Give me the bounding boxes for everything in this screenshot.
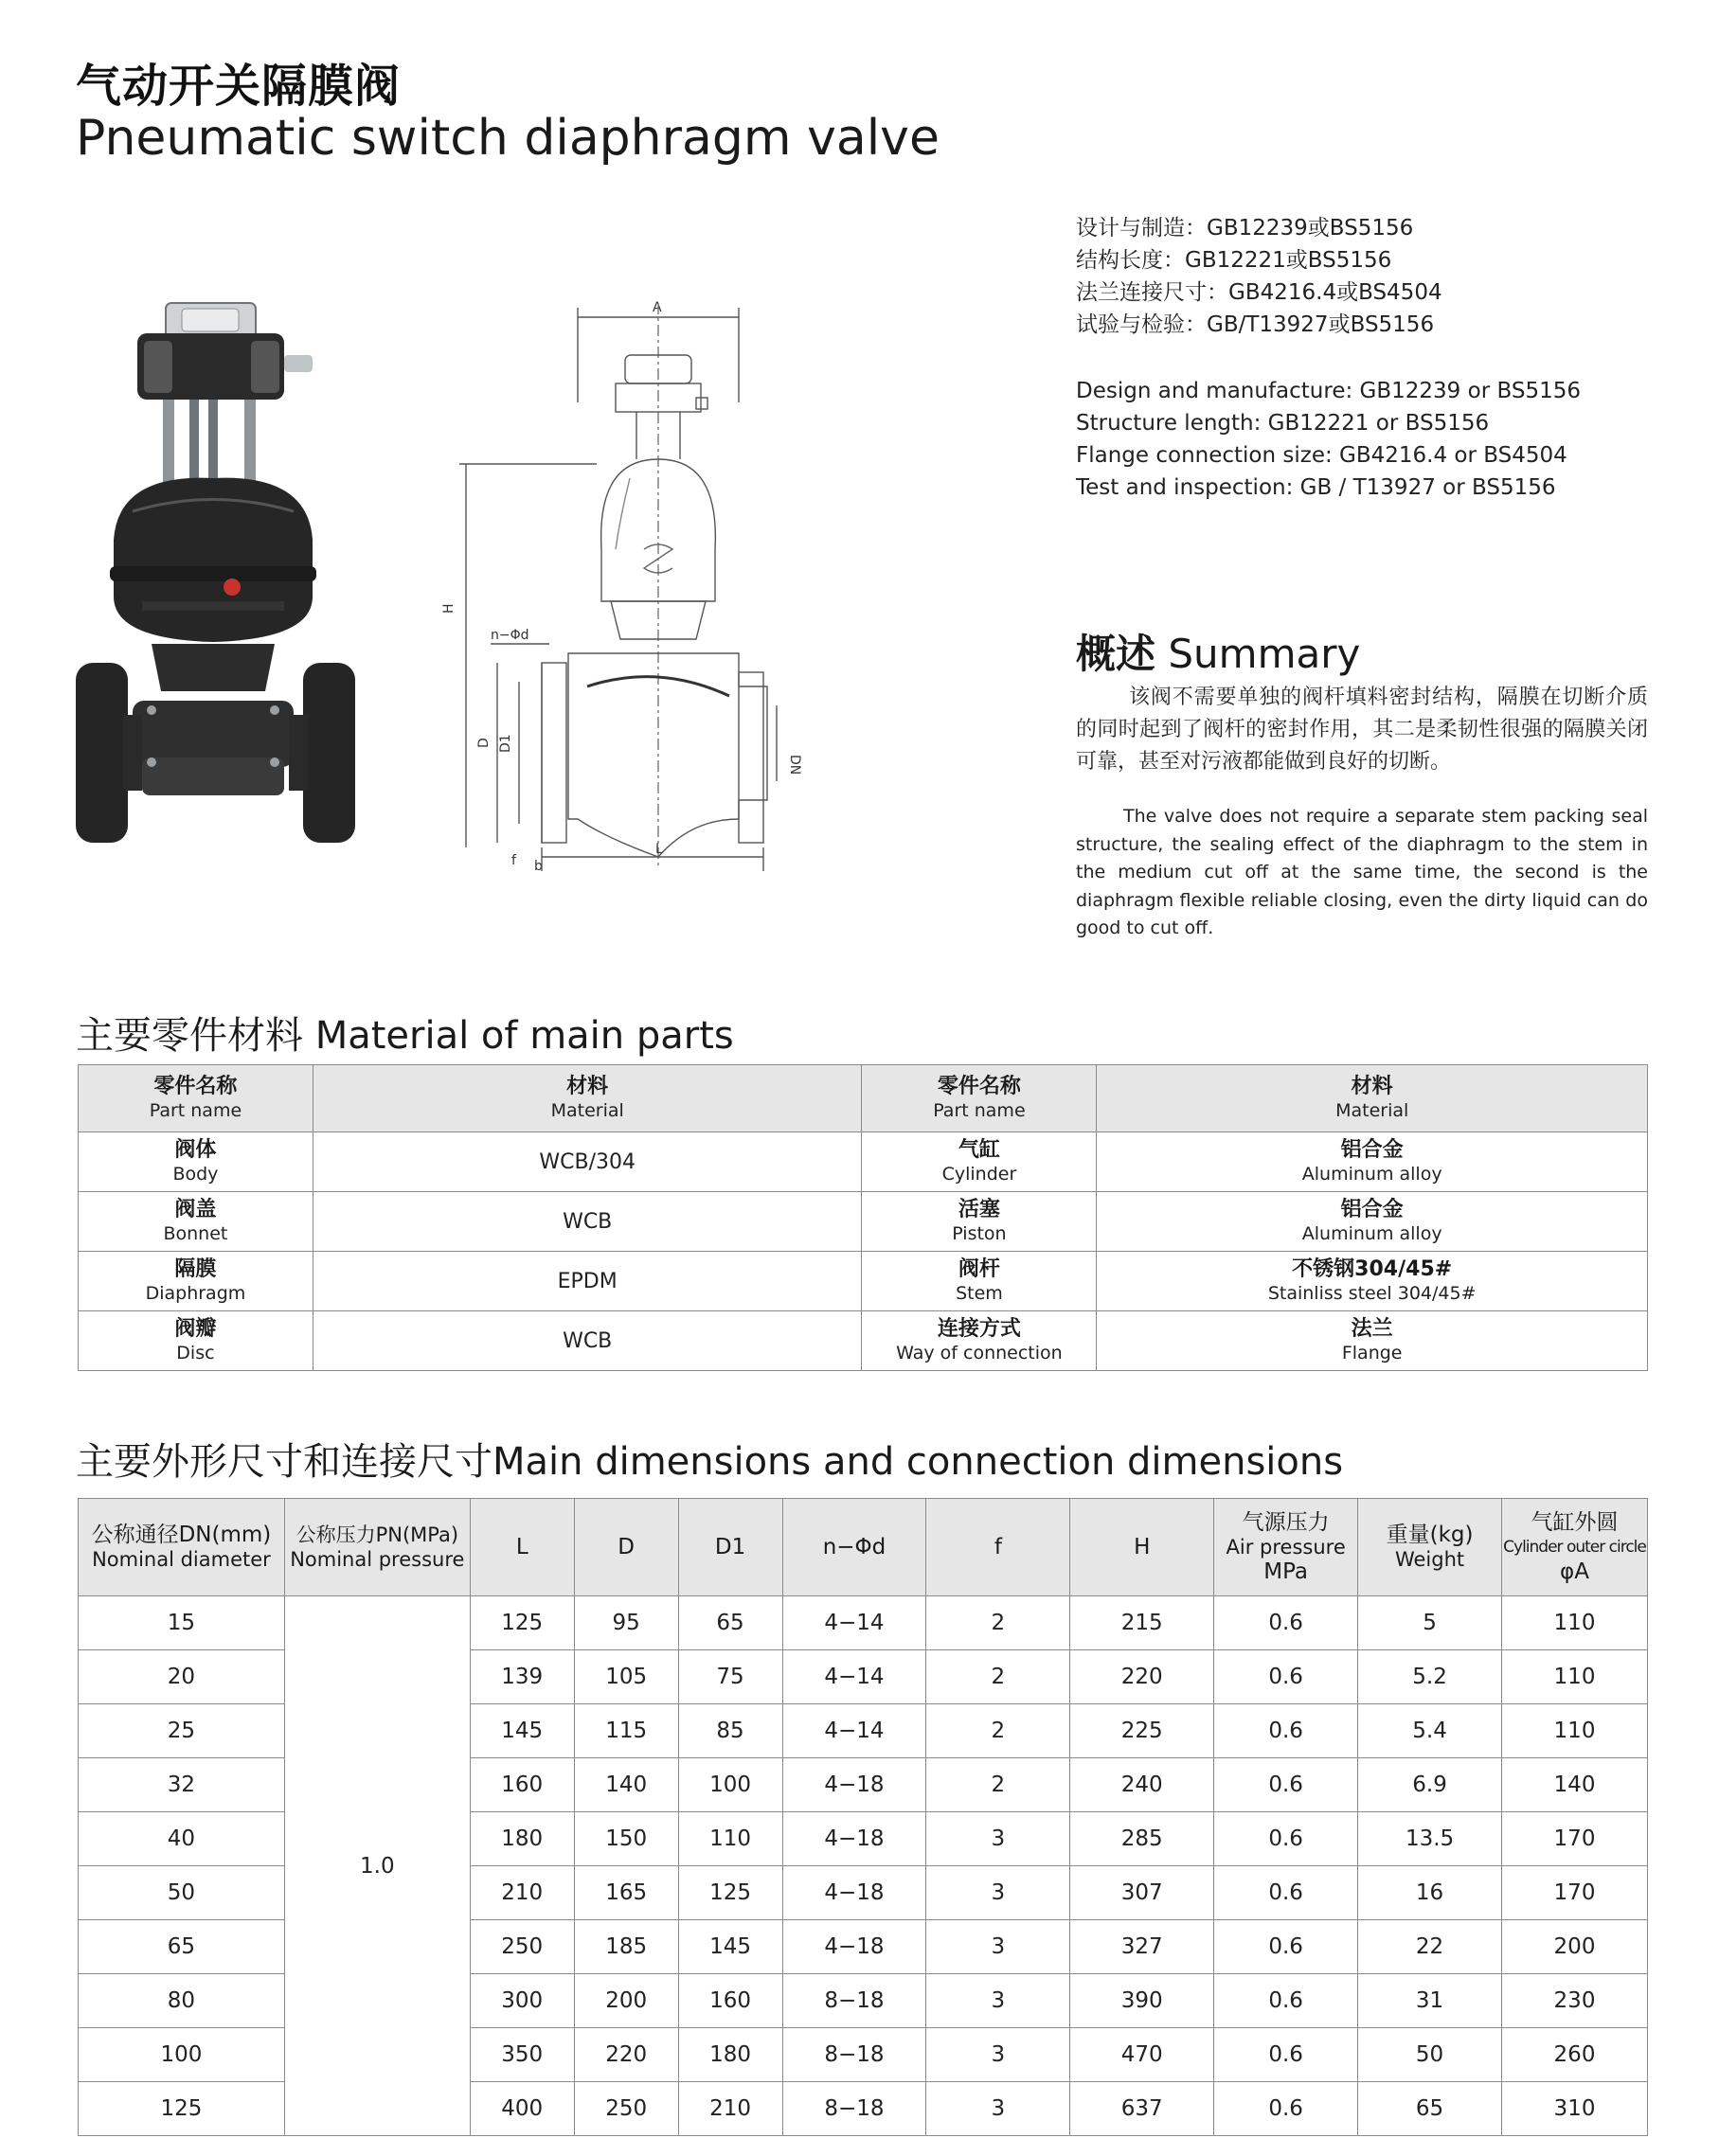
material-cell: WCB [313, 1192, 862, 1252]
cell-dn: 125 [79, 2082, 285, 2136]
cell-l: 350 [470, 2028, 574, 2082]
cell-nd: 8−18 [782, 1974, 926, 2028]
standard-line: 试验与检验：GB/T13927或BS5156 [1076, 312, 1435, 337]
cell-air: 0.6 [1214, 1704, 1358, 1758]
cell-d1: 75 [678, 1650, 782, 1704]
cell-a: 310 [1502, 2082, 1648, 2136]
cell-h: 215 [1070, 1596, 1214, 1650]
cell-l: 160 [470, 1758, 574, 1812]
cell-l: 400 [470, 2082, 574, 2136]
cell-wt: 65 [1358, 2082, 1502, 2136]
cell-l: 139 [470, 1650, 574, 1704]
material-cell: 铝合金 Aluminum alloy [1097, 1132, 1648, 1192]
material-cell: 不锈钢304/45# Stainliss steel 304/45# [1097, 1252, 1648, 1311]
label-n-phi-d: n−Φd [491, 628, 529, 643]
dimensions-table [78, 1498, 1648, 2136]
part-cell: 连接方式 Way of connection [862, 1311, 1097, 1371]
label-d: D [476, 738, 492, 748]
header-cell: 重量(kg) Weight [1358, 1499, 1502, 1596]
cell-a: 230 [1502, 1974, 1648, 2028]
cell-d1: 100 [678, 1758, 782, 1812]
cell-l: 250 [470, 1920, 574, 1974]
cell-d: 150 [574, 1812, 678, 1866]
table-row [79, 1192, 1648, 1252]
cell-l: 125 [470, 1596, 574, 1650]
cell-air: 0.6 [1214, 1650, 1358, 1704]
cell-air: 0.6 [1214, 1866, 1358, 1920]
label-a: A [653, 300, 662, 315]
cell-d: 220 [574, 2028, 678, 2082]
cell-h: 327 [1070, 1920, 1214, 1974]
cell-wt: 50 [1358, 2028, 1502, 2082]
cell-h: 307 [1070, 1866, 1214, 1920]
cell-d1: 125 [678, 1866, 782, 1920]
cell-a: 140 [1502, 1758, 1648, 1812]
header-cell: n−Φd [782, 1499, 926, 1596]
cell-dn: 25 [79, 1704, 285, 1758]
cell-dn: 65 [79, 1920, 285, 1974]
cell-f: 2 [926, 1758, 1070, 1812]
cell-nd: 4−18 [782, 1758, 926, 1812]
cell-a: 110 [1502, 1650, 1648, 1704]
cell-dn: 20 [79, 1650, 285, 1704]
cell-a: 170 [1502, 1866, 1648, 1920]
standard-line: Flange connection size: GB4216.4 or BS4504 [1076, 443, 1567, 468]
cell-wt: 22 [1358, 1920, 1502, 1974]
material-cell: WCB/304 [313, 1132, 862, 1192]
summary-title [1076, 623, 1360, 680]
materials-title: 主要零件材料 Material of main parts [76, 1014, 734, 1058]
cell-h: 637 [1070, 2082, 1214, 2136]
standard-line: 设计与制造：GB12239或BS5156 [1076, 216, 1414, 241]
cell-d: 185 [574, 1920, 678, 1974]
cell-d: 105 [574, 1650, 678, 1704]
valve-photo [76, 284, 360, 871]
cell-nd: 4−18 [782, 1920, 926, 1974]
cell-air: 0.6 [1214, 2082, 1358, 2136]
cell-nd: 4−14 [782, 1596, 926, 1650]
cell-dn: 80 [79, 1974, 285, 2028]
table-row [79, 1132, 1648, 1192]
part-cell: 气缸 Cylinder [862, 1132, 1097, 1192]
cell-wt: 5.2 [1358, 1650, 1502, 1704]
cell-wt: 31 [1358, 1974, 1502, 2028]
cell-nd: 8−18 [782, 2082, 926, 2136]
cell-wt: 13.5 [1358, 1812, 1502, 1866]
header-cell: 材料 Material [1097, 1065, 1648, 1132]
cell-h: 225 [1070, 1704, 1214, 1758]
header-cell: 零件名称 Part name [862, 1065, 1097, 1132]
cell-d: 95 [574, 1596, 678, 1650]
cell-nd: 4−18 [782, 1812, 926, 1866]
cell-dn: 40 [79, 1812, 285, 1866]
standard-line: Structure length: GB12221 or BS5156 [1076, 411, 1490, 436]
cell-air: 0.6 [1214, 1596, 1358, 1650]
dimensions-title: 主要外形尺寸和连接尺寸Main dimensions and connection dimensions [76, 1440, 1344, 1484]
cell-f: 3 [926, 2028, 1070, 2082]
valve-dimension-drawing [441, 289, 815, 876]
cell-dn: 15 [79, 1596, 285, 1650]
header-cell: 材料 Material [313, 1065, 862, 1132]
material-cell: 铝合金 Aluminum alloy [1097, 1192, 1648, 1252]
standards-en [1076, 375, 1682, 504]
part-cell: 阀体 Body [79, 1132, 313, 1192]
cell-d: 250 [574, 2082, 678, 2136]
header-cell: D [574, 1499, 678, 1596]
cell-a: 110 [1502, 1704, 1648, 1758]
standard-line: Test and inspection: GB / T13927 or BS5156 [1076, 475, 1556, 500]
part-cell: 阀瓣 Disc [79, 1311, 313, 1371]
label-f: f [511, 853, 516, 868]
header-cell: 零件名称 Part name [79, 1065, 313, 1132]
cell-l: 180 [470, 1812, 574, 1866]
cell-a: 110 [1502, 1596, 1648, 1650]
cell-d1: 110 [678, 1812, 782, 1866]
cell-dn: 100 [79, 2028, 285, 2082]
part-cell: 阀盖 Bonnet [79, 1192, 313, 1252]
part-cell: 阀杆 Stem [862, 1252, 1097, 1311]
summary-title-en: Summary [1168, 631, 1361, 677]
cell-f: 2 [926, 1596, 1070, 1650]
cell-d1: 160 [678, 1974, 782, 2028]
cell-d1: 65 [678, 1596, 782, 1650]
cell-h: 220 [1070, 1650, 1214, 1704]
material-cell: 法兰 Flange [1097, 1311, 1648, 1371]
cell-h: 240 [1070, 1758, 1214, 1812]
cell-d: 115 [574, 1704, 678, 1758]
standards-cn [1076, 212, 1682, 341]
cell-f: 3 [926, 1974, 1070, 2028]
table-header-row [79, 1499, 1648, 1596]
label-dn: DN [787, 755, 802, 775]
cell-air: 0.6 [1214, 1758, 1358, 1812]
cell-d: 140 [574, 1758, 678, 1812]
material-cell: EPDM [313, 1252, 862, 1311]
cell-air: 0.6 [1214, 1974, 1358, 2028]
cell-f: 3 [926, 1812, 1070, 1866]
pressure-cell: 1.0 [284, 1596, 470, 2136]
part-cell: 隔膜 Diaphragm [79, 1252, 313, 1311]
header-cell: 气缸外圆 Cylinder outer circle φA [1502, 1499, 1648, 1596]
cell-nd: 4−14 [782, 1704, 926, 1758]
header-cell: D1 [678, 1499, 782, 1596]
cell-f: 3 [926, 1920, 1070, 1974]
part-cell: 活塞 Piston [862, 1192, 1097, 1252]
label-b: b [534, 859, 543, 874]
table-header-row [79, 1065, 1648, 1132]
cell-d1: 145 [678, 1920, 782, 1974]
summary-text-en: The valve does not require a separate stem packing seal structure, the sealing effect of the diaphragm to the stem in the medium cut off at the same time, the second is the diaphragm flexible reliable closing, even the dirty liquid can do good to cut off. [1076, 806, 1648, 938]
cell-d1: 85 [678, 1704, 782, 1758]
cell-a: 260 [1502, 2028, 1648, 2082]
header-cell: H [1070, 1499, 1214, 1596]
cell-h: 285 [1070, 1812, 1214, 1866]
cell-l: 145 [470, 1704, 574, 1758]
cell-nd: 4−18 [782, 1866, 926, 1920]
cell-wt: 6.9 [1358, 1758, 1502, 1812]
cell-air: 0.6 [1214, 1812, 1358, 1866]
table-row [79, 1252, 1648, 1311]
cell-f: 2 [926, 1704, 1070, 1758]
standard-line: 法兰连接尺寸：GB4216.4或BS4504 [1076, 280, 1442, 305]
header-cell: 公称通径DN(mm) Nominal diameter [79, 1499, 285, 1596]
cell-f: 3 [926, 2082, 1070, 2136]
cell-dn: 50 [79, 1866, 285, 1920]
cell-nd: 8−18 [782, 2028, 926, 2082]
header-cell: 气源压力 Air pressure MPa [1214, 1499, 1358, 1596]
cell-wt: 16 [1358, 1866, 1502, 1920]
header-cell: 公称压力PN(MPa) Nominal pressure [284, 1499, 470, 1596]
materials-table [78, 1064, 1648, 1371]
material-cell: WCB [313, 1311, 862, 1371]
label-d1: D1 [498, 734, 513, 753]
page-title-en: Pneumatic switch diaphragm valve [76, 110, 940, 167]
table-row [79, 1596, 1648, 1650]
label-h: H [441, 603, 457, 614]
cell-nd: 4−14 [782, 1650, 926, 1704]
cell-h: 390 [1070, 1974, 1214, 2028]
summary-text-cn: 该阀不需要单独的阀杆填料密封结构，隔膜在切断介质的同时起到了阀杆的密封作用，其二是柔韧性很强的隔膜关闭可靠，甚至对污液都能做到良好的切断。 [1076, 686, 1648, 774]
cell-d1: 180 [678, 2028, 782, 2082]
dimensions-body [79, 1596, 1648, 2136]
header-cell: f [926, 1499, 1070, 1596]
cell-f: 3 [926, 1866, 1070, 1920]
cell-a: 170 [1502, 1812, 1648, 1866]
cell-h: 470 [1070, 2028, 1214, 2082]
standard-line: 结构长度：GB12221或BS5156 [1076, 248, 1392, 273]
cell-l: 300 [470, 1974, 574, 2028]
cell-wt: 5.4 [1358, 1704, 1502, 1758]
cell-d: 200 [574, 1974, 678, 2028]
standard-line: Design and manufacture: GB12239 or BS5156 [1076, 379, 1581, 403]
cell-dn: 32 [79, 1758, 285, 1812]
page-title-cn: 气动开关隔膜阀 [76, 60, 402, 113]
cell-air: 0.6 [1214, 2028, 1358, 2082]
cell-l: 210 [470, 1866, 574, 1920]
cell-wt: 5 [1358, 1596, 1502, 1650]
cell-d: 165 [574, 1866, 678, 1920]
table-row [79, 1311, 1648, 1371]
label-l: L [655, 842, 663, 857]
summary-title-cn: 概述 [1076, 631, 1156, 677]
cell-air: 0.6 [1214, 1920, 1358, 1974]
cell-f: 2 [926, 1650, 1070, 1704]
cell-a: 200 [1502, 1920, 1648, 1974]
header-cell: L [470, 1499, 574, 1596]
cell-d1: 210 [678, 2082, 782, 2136]
